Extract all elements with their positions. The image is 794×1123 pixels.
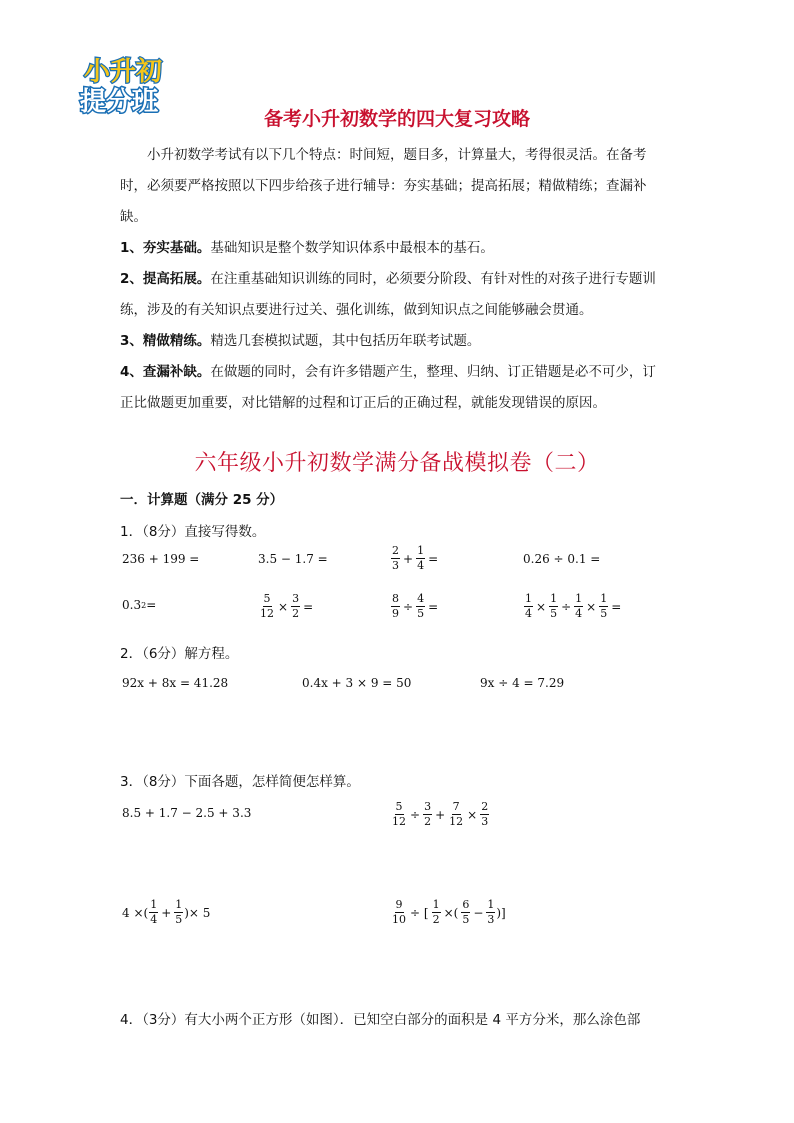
q1-expr-3: $\frac{2}{3}$ + $\frac{1}{4}$ = — [392, 544, 439, 572]
q1-expr-8: $\frac{1}{4}$ × $\frac{1}{5}$ ÷ $\frac{1}{4}$ × $\frac{1}{5}$ = — [525, 592, 622, 620]
intro-line2: 时，必须要严格按照以下四步给孩子进行辅导：夯实基础；提高拓展；精做精练；查漏补 — [120, 178, 647, 194]
q2-equation-2: 0.4x + 3 × 9 = 50 — [302, 676, 412, 690]
q1-expr-2: 3.5 − 1.7 = — [258, 552, 328, 566]
tip-item-cont: 正比做题更加重要，对比错解的过程和订正后的正确过程，就能发现错误的原因。 — [120, 395, 606, 411]
q1-expr-5: 0.3 2 = — [122, 598, 157, 612]
logo-line2: 提分班 — [80, 87, 159, 117]
q1-expr-6: $\frac{5}{12}$ × $\frac{3}{2}$ = — [260, 592, 314, 620]
intro-line1: 小升初数学考试有以下几个特点：时间短，题目多，计算量大，考得很灵活。在备考 — [147, 147, 647, 163]
exam-title: 六年级小升初数学满分备战模拟卷（二） — [194, 451, 600, 476]
q3-expr-a: 8.5 + 1.7 − 2.5 + 3.3 — [122, 806, 252, 820]
tips-list — [120, 233, 676, 419]
intro-line3: 缺。 — [120, 209, 147, 225]
intro-paragraph — [120, 140, 676, 233]
header-title: 备考小升初数学的四大复习攻略 — [263, 108, 530, 130]
q1-expr-7: $\frac{8}{9}$ ÷ $\frac{4}{5}$ = — [392, 592, 439, 620]
q3-expr-b: $\frac{5}{12}$ ÷ $\frac{3}{2}$ + $\frac{7}{12}$ × $\frac{2}{3}$ — [392, 800, 489, 828]
q1-expr-4: 0.26 ÷ 0.1 = — [523, 552, 601, 566]
logo-line1: 小升初 — [84, 57, 163, 87]
question-1-title: 1．（8分）直接写得数。 — [120, 524, 266, 540]
tip-item: 1、夯实基础。基础知识是整个数学知识体系中最根本的基石。 — [120, 240, 494, 256]
question-4-title: 4．（3分）有大小两个正方形（如图）．已知空白部分的面积是 4 平方分米，那么涂色部 — [120, 1012, 641, 1028]
tip-item-cont: 练，涉及的有关知识点要进行过关、强化训练，做到知识点之间能够融会贯通。 — [120, 302, 593, 318]
tip-item: 3、精做精练。精选几套模拟试题，其中包括历年联考试题。 — [120, 333, 481, 349]
q2-equation-3: 9x ÷ 4 = 7.29 — [480, 676, 565, 690]
q1-expr-1: 236 + 199 = — [122, 552, 200, 566]
section-heading: 一．计算题（满分 25 分） — [120, 492, 284, 508]
tip-item: 4、查漏补缺。在做题的同时，会有许多错题产生，整理、归纳、订正错题是必不可少，订 — [120, 364, 656, 380]
q3-expr-d: $\frac{9}{10}$ ÷ [ $\frac{1}{2}$ ×( $\frac{6}{5}$ − $\frac{1}{3}$ )] — [392, 898, 506, 926]
q2-equation-1: 92x + 8x = 41.28 — [122, 676, 229, 690]
tip-item: 2、提高拓展。在注重基础知识训练的同时，必须要分阶段、有针对性的对孩子进行专题训 — [120, 271, 656, 287]
question-2-title: 2．（6分）解方程。 — [120, 646, 239, 662]
q3-expr-c: 4 ×( $\frac{1}{4}$ + $\frac{1}{5}$ )× 5 — [122, 898, 211, 926]
question-3-title: 3．（8分）下面各题，怎样简便怎样算。 — [120, 774, 360, 790]
